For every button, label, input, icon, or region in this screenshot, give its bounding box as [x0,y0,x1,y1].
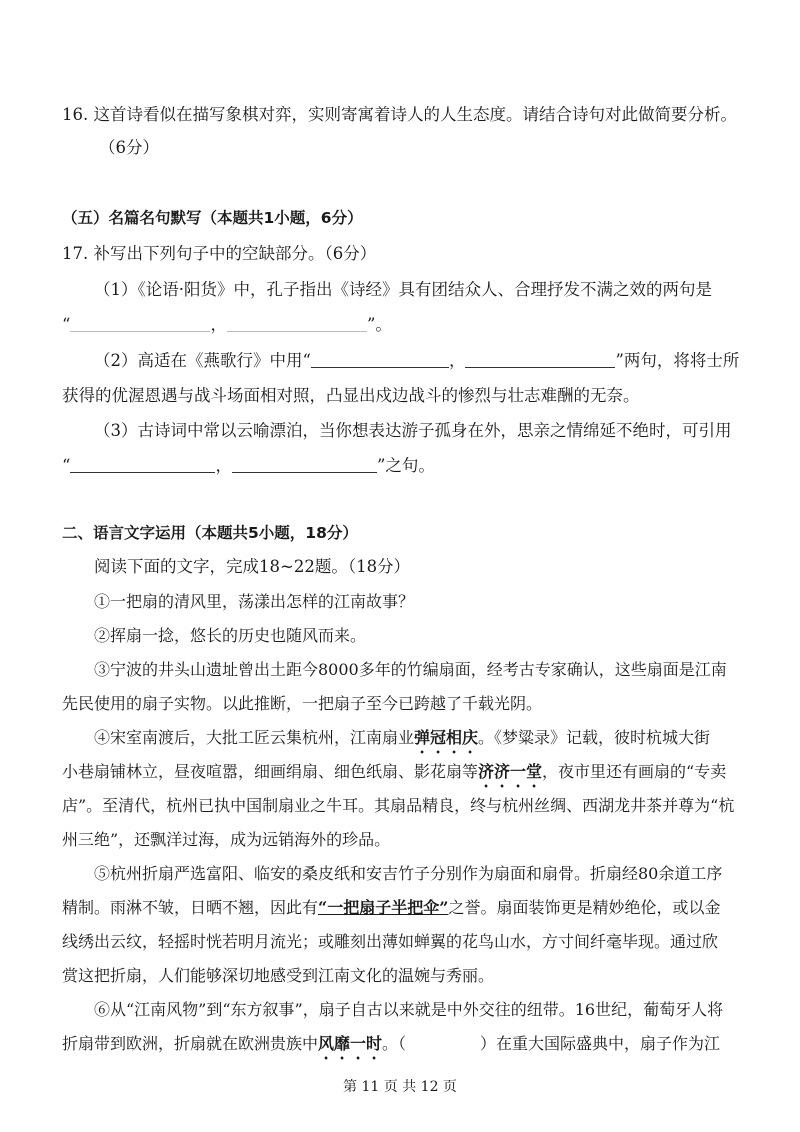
passage-para-3-line2: 先民使用的扇子实物。以此推断，一把扇子至今已跨越了千载光阴。 [62,694,543,713]
passage-para-6-line1: ⑥从“江南风物”到“东方叙事”，扇子自古以来就是中外交往的纽带。16世纪，葡萄牙人将 [94,1000,724,1019]
passage-para-2: ②挥扇一捻，悠长的历史也随风而来。 [94,626,367,645]
passage-para-4-line1 [94,726,710,757]
passage-para-5-line3: 线绣出云纹，轻摇时恍若明月流光；或雕刻出薄如蝉翼的花鸟山水，方寸间纤毫毕现。通过欣 [62,932,719,951]
q17-part3-close-quote: ”之句。 [376,456,435,475]
part2-heading: 二、语言文字运用（本题共5小题，18分） [62,524,358,542]
passage-para-6-marked-phrase: 风靡一时 [318,1034,383,1053]
q17-part1-line1: （1）《论语·阳货》中，孔子指出《诗经》具有团结众人、合理抒发不满之效的两句是 [94,280,712,299]
q17-part2-line1 [94,349,739,373]
part2-instruction: 阅读下面的文字，完成18~22题。（18分） [94,557,411,576]
passage-para-4-line3: 店”。至清代，杭州已执中国制扇业之牛耳。其扇品精良，终与杭州丝绸、西湖龙井茶并尊为“杭 [62,796,735,815]
q17-part3-open-quote: “ [62,456,71,475]
passage-para-6-line2 [62,1032,720,1063]
q17-part3-blank-1[interactable] [70,456,215,473]
passage-para-4-text-a: ④宋室南渡后，大批工匠云集杭州，江南扇业 [94,728,415,747]
passage-para-6-text-a: 折扇带到欧洲，折扇就在欧洲贵族中 [62,1034,319,1053]
passage-para-5-line4: 赏这把折扇，人们能够深切地感受到江南文化的温婉与秀丽。 [62,966,495,985]
q17-part2-comma: ， [448,351,466,370]
passage-para-5-text-a: 精制。雨淋不皱，日晒不翘，因此有 [62,898,319,917]
q17-part1-comma: ， [210,315,227,334]
q17-stem: 17. 补写出下列句子中的空缺部分。（6分） [62,244,377,263]
q17-part1-blank-1[interactable] [70,315,210,332]
passage-para-4-line4: 州三绝”，还飘洋过海，成为远销海外的珍品。 [62,830,391,849]
q17-part3-comma: ， [215,456,232,475]
q16-text: 16. 这首诗看似在描写象棋对弈，实则寄寓着诗人的人生态度。请结合诗句对此做简要分析。 [62,105,737,124]
passage-para-6-text-c: 。（ [382,1034,407,1053]
passage-para-6-text-d: ）在重大国际盛典中，扇子作为江 [480,1034,721,1053]
passage-para-4-text-d: 小巷扇铺林立，昼夜喧嚣，细画绢扇、细色纸扇、影花扇等 [62,762,479,781]
q17-part2-prefix: （2）高适在《燕歌行》中用“ [94,351,311,370]
q17-part1-blank-2[interactable] [227,315,367,332]
passage-para-4-text-e: ，夜市里还有画扇的“专卖 [542,762,727,781]
passage-para-4-marked-phrase-1: 弹冠相庆 [414,728,479,747]
page-number-footer: 第 11 页 共 12 页 [343,1079,457,1095]
q17-part3-blank-2[interactable] [232,456,377,473]
passage-para-4-text-c: 。《梦粱录》记载，彼时杭城大街 [478,728,711,747]
q17-part1-line2 [62,313,392,337]
passage-para-5-text-c: 之誉。扇面装饰更是精妙绝伦，或以金 [448,898,721,917]
q17-part1-open-quote: “ [62,315,71,334]
passage-para-3-line1: ③宁波的井头山遗址曾出土距今8000多年的竹编扇面，经考古专家确认，这些扇面是江南 [94,660,727,679]
q17-part2-blank-1[interactable] [311,351,449,368]
passage-para-4-marked-phrase-2: 济济一堂 [478,762,543,781]
passage-para-5-underlined-quote: “一把扇子半把伞” [318,898,449,917]
q17-part1-close-quote: ”。 [366,315,392,334]
passage-para-4-line2 [62,760,726,791]
passage-para-1: ①一把扇的清风里，荡漾出怎样的江南故事？ [94,592,415,611]
section5-heading: （五）名篇名句默写（本题共1小题，6分） [62,209,363,227]
q17-part2-line2: 获得的优渥恩遇与战斗场面相对照，凸显出戍边战斗的惨烈与壮志难酬的无奈。 [62,386,640,405]
q16-score: （6分） [99,138,159,157]
passage-para-5-line2 [62,896,720,920]
q17-part3-line1: （3）古诗词中常以云喻漂泊，当你想表达游子孤身在外，思亲之情绵延不绝时，可引用 [94,421,732,440]
q17-part2-suffix: ”两句，将将士所 [615,351,740,370]
q17-part3-line2 [62,454,435,478]
passage-para-5-line1: ⑤杭州折扇严选富阳、临安的桑皮纸和安吉竹子分别作为扇面和扇骨。折扇经80余道工序 [94,864,723,883]
q17-part2-blank-2[interactable] [465,351,615,368]
